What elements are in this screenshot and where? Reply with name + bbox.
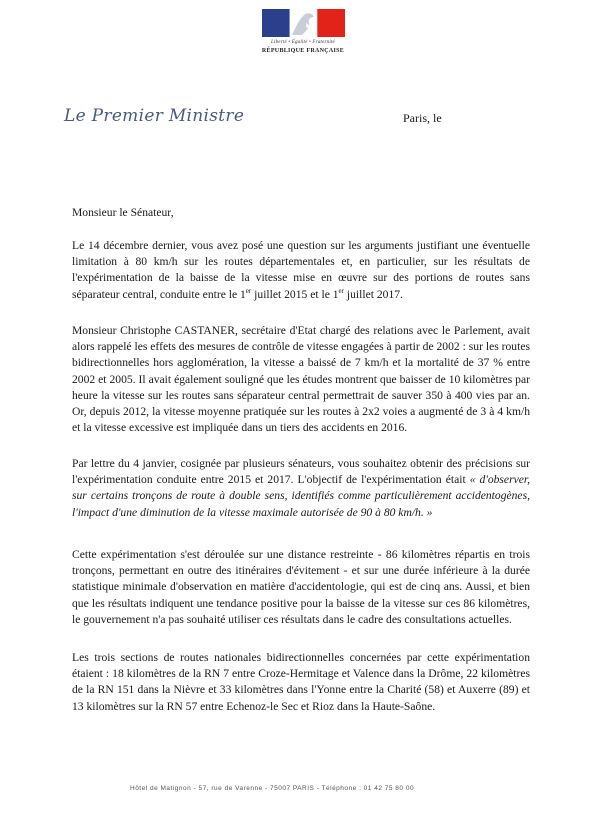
republic-label: RÉPUBLIQUE FRANÇAISE: [261, 48, 345, 54]
marianne-logo: [262, 9, 345, 37]
paragraph-3: Par lettre du 4 janvier, cosignée par plusieurs sénateurs, vous souhaitez obtenir des précisions sur l'expérimentation conduite entre 2015 et 2017. L'objectif de l'expérimentation était « d'observer, sur certains tronçons de route à double sens, identifiés comme particulièrement accidentogènes, l'impact d'une diminution de la vitesse maximale autorisée de 90 à 80 km/h. »: [72, 457, 530, 519]
place-date: Paris, le: [403, 111, 442, 125]
paragraph-4: Cette expérimentation s'est déroulée sur une distance restreinte - 86 kilomètres répartis en trois tronçons, permettant en outre des itinéraires d'évitement - et sur une durée inférieure à la durée statistique minimale d'observation en matière d'accidentologie, qui est de cinq ans. Aussi, et bien que les résultats indiquent une tendance positive pour la baisse de la vitesse sur ces 86 kilomètres, le gouvernement n'a pas souhaité utiliser ces résultats dans le cadre des consultations actuelles.: [72, 548, 530, 626]
paragraph-2: Monsieur Christophe CASTANER, secrétaire d'Etat chargé des relations avec le Parlement, avait alors rappelé les effets des mesures de contrôle de vitesse engagées à partir de 2002 : sur les routes bidirectionnelles hors agglomération, la vitesse a baissé de 7 km/h et la mortalité de 37 % entre 2002 et 2005. Il avait également souligné que les études montrent que baisser de 10 kilomètres par heure la vitesse sur les routes sans séparateur central permettrait de sauver 350 à 400 vies par an. Or, depuis 2012, la vitesse moyenne pratiquée sur les routes à 2x2 voies a augmenté de 3 à 4 km/h et la vitesse excessive est impliquée dans un tiers des accidents en 2016.: [72, 324, 530, 435]
sender-title: Le Premier Ministre: [64, 106, 245, 126]
experiment-objective-quote: « d'observer, sur certains tronçons de route à double sens, identifiés comme particulièrement accidentogènes, l'impact d'une diminution de la vitesse maximale autorisée de 90 à 80 km/h. »: [72, 473, 530, 519]
paragraph-5: Les trois sections de routes nationales bidirectionnelles concernées par cette expérimentation étaient : 18 kilomètres de la RN 7 entre Croze-Hermitage et Valence dans la Drôme, 22 kilomètres de la RN 151 dans la Nièvre et 33 kilomètres dans l'Yonne entre la Charité (58) et Auxerre (89) et 13 kilomètres sur la RN 57 entre Echenoz-le Sec et Rioz dans la Haute-Saône.: [72, 651, 530, 713]
republic-motto: Liberté • Égalité • Fraternité: [271, 40, 335, 45]
footer-address: Hôtel de Matignon - 57, rue de Varenne - 75007 PARIS - Téléphone : 01 42 75 80 00: [130, 785, 415, 792]
paragraph-1: Le 14 décembre dernier, vous avez posé une question sur les arguments justifiant une éventuelle limitation à 80 km/h sur les routes départementales et, en particulier, sur les résultats de l'expérimentation de la baisse de la vitesse mise en œuvre sur des portions de routes sans séparateur central, conduite entre le 1er juillet 2015 et le 1er juillet 2017.: [72, 239, 530, 301]
salutation: Monsieur le Sénateur,: [72, 206, 174, 219]
